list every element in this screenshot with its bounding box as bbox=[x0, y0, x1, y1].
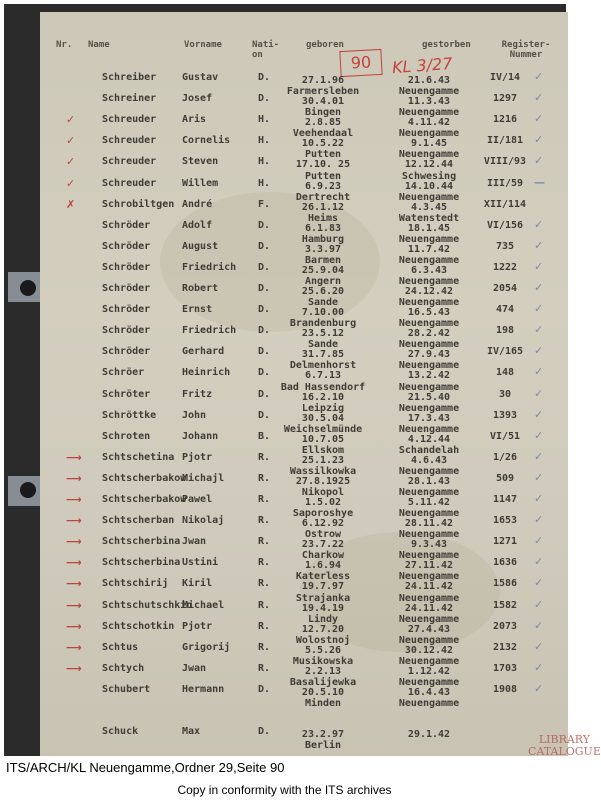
row-death: Neuengamme 16.5.43 bbox=[398, 297, 460, 319]
row-death: Neuengamme 30.12.42 bbox=[398, 634, 460, 656]
row-register-number: 1/26 bbox=[492, 451, 518, 463]
row-nation: R. bbox=[258, 557, 271, 569]
row-birth: Basalijewka 20.5.10 bbox=[289, 676, 357, 698]
row-name: Schröder bbox=[102, 304, 151, 316]
row-name: Schröder bbox=[102, 283, 151, 294]
row-register-number: 1271 bbox=[492, 536, 518, 548]
row-nation: R. bbox=[258, 451, 271, 463]
row-register-number: 1703 bbox=[492, 662, 518, 674]
row-death: Neuengamme 11.7.42 bbox=[398, 233, 460, 255]
row-first-name: Gustav bbox=[182, 72, 219, 83]
row-check-mark: ✓ bbox=[534, 365, 544, 379]
row-birth: Delmenhorst 6.7.13 bbox=[289, 360, 357, 382]
row-check-mark: ✓ bbox=[534, 323, 544, 337]
row-mark: ✓ bbox=[66, 113, 76, 127]
table-row bbox=[40, 530, 568, 551]
row-nation: H. bbox=[258, 135, 271, 147]
row-birth: Veehendaal 10.5.22 bbox=[292, 128, 354, 150]
row-first-name: Michajl bbox=[182, 472, 225, 484]
handwritten-reference: KL 3/27 bbox=[391, 53, 454, 78]
row-name: Schtschetina bbox=[102, 451, 175, 463]
row-check-mark: ✓ bbox=[534, 133, 544, 147]
table-row bbox=[40, 383, 568, 404]
row-birth: Ellskom 25.1.23 bbox=[301, 444, 345, 466]
row-mark: ✓ bbox=[66, 155, 76, 169]
row-birth: Putten 17.10. 25 bbox=[295, 149, 351, 171]
row-nation: R. bbox=[258, 662, 271, 674]
row-birth: Nikopol 1.5.02 bbox=[301, 487, 345, 508]
row-check-mark: ✓ bbox=[534, 639, 544, 653]
row-name: Schuck bbox=[102, 726, 139, 738]
row-name: Schreuder bbox=[102, 156, 157, 168]
row-first-name: Fritz bbox=[182, 388, 213, 400]
row-birth: Sande 7.10.00 bbox=[301, 297, 345, 319]
table-row bbox=[40, 108, 568, 129]
row-name: Schroten bbox=[102, 430, 151, 442]
row-register-number: XII/114 bbox=[483, 198, 527, 210]
table-row bbox=[40, 66, 568, 87]
row-name: Schröder bbox=[102, 346, 151, 358]
row-name: Schtus bbox=[102, 641, 139, 653]
row-check-mark: ✓ bbox=[534, 576, 544, 590]
table-row bbox=[40, 636, 568, 657]
row-check-mark: ✓ bbox=[534, 112, 544, 126]
row-first-name: Adolf bbox=[182, 219, 213, 231]
table-row bbox=[40, 615, 568, 636]
row-birth: 27.1.96 bbox=[301, 75, 345, 86]
row-death: Watenstedt 18.1.45 bbox=[398, 212, 460, 234]
header-geboren: geboren bbox=[306, 40, 344, 50]
header-name: Name bbox=[88, 40, 110, 50]
row-register-number: 198 bbox=[495, 325, 515, 337]
row-death: Neuengamme 28.1.43 bbox=[398, 465, 460, 487]
row-death: Neuengamme 27.4.43 bbox=[398, 613, 460, 635]
row-birth: Berlin bbox=[304, 740, 342, 752]
row-first-name: Ustini bbox=[182, 557, 219, 569]
row-nation: R. bbox=[258, 494, 271, 505]
row-birth: Lindy 12.7.20 bbox=[301, 613, 345, 635]
row-nation: D. bbox=[258, 219, 271, 231]
table-row bbox=[40, 256, 568, 277]
row-mark: ⟶ bbox=[66, 471, 82, 485]
row-name: Schtych bbox=[102, 662, 145, 674]
row-register-number: 474 bbox=[495, 304, 515, 316]
row-register-number: 30 bbox=[498, 388, 512, 400]
row-birth: Wolostnoj 5.5.26 bbox=[295, 634, 351, 656]
row-nation: R. bbox=[258, 578, 271, 590]
row-check-mark: ✓ bbox=[534, 407, 544, 421]
table-row bbox=[40, 193, 568, 214]
row-nation: D. bbox=[258, 261, 271, 273]
row-register-number: 1147 bbox=[492, 494, 518, 505]
row-check-mark: ✓ bbox=[534, 217, 544, 231]
row-mark: ⟶ bbox=[66, 514, 82, 528]
table-row bbox=[40, 340, 568, 361]
row-name: Schtschirij bbox=[102, 578, 169, 590]
row-birth: Brandenburg 23.5.12 bbox=[289, 318, 357, 340]
row-name: Schreuder bbox=[102, 114, 157, 126]
table-row bbox=[40, 509, 568, 530]
row-name: Schtschotkin bbox=[102, 620, 175, 632]
row-death: Schwesing 14.10.44 bbox=[401, 170, 457, 192]
document-page bbox=[40, 12, 601, 758]
row-register-number: 2054 bbox=[492, 283, 518, 294]
row-death: Neuengamme 24.12.42 bbox=[398, 276, 460, 297]
row-nation: H. bbox=[258, 156, 271, 168]
row-death: Neuengamme 28.11.42 bbox=[398, 508, 460, 530]
row-first-name: John bbox=[182, 409, 207, 421]
row-birth: Putten 6.9.23 bbox=[304, 170, 342, 192]
row-mark: ⟶ bbox=[66, 535, 82, 549]
row-register-number: II/181 bbox=[486, 135, 524, 147]
row-nation: D. bbox=[258, 726, 271, 738]
row-birth: Heims 6.1.83 bbox=[304, 212, 342, 234]
row-death: Neuengamme 24.11.42 bbox=[398, 592, 460, 614]
row-register-number: 1222 bbox=[492, 261, 518, 273]
row-check-mark: ✓ bbox=[534, 681, 544, 695]
row-death: Neuengamme 13.2.42 bbox=[398, 360, 460, 382]
row-death: Neuengamme 17.3.43 bbox=[398, 402, 460, 424]
table-row bbox=[40, 277, 568, 298]
row-nation: R. bbox=[258, 599, 271, 611]
header-vorname: Vorname bbox=[184, 40, 222, 50]
header-gestorben: gestorben bbox=[422, 40, 471, 50]
row-first-name: Pawel bbox=[182, 494, 213, 505]
row-first-name: Pjotr bbox=[182, 620, 213, 632]
row-first-name: Johann bbox=[182, 430, 219, 442]
row-name: Schubert bbox=[102, 683, 151, 695]
row-register-number: 1393 bbox=[492, 409, 518, 421]
row-first-name: Hermann bbox=[182, 683, 225, 695]
row-register-number: 509 bbox=[495, 472, 515, 484]
row-name: Schtscherbina bbox=[102, 536, 181, 548]
row-death: Schandelah 4.6.43 bbox=[398, 444, 460, 466]
row-birth: Dertrecht 26.1.12 bbox=[295, 191, 351, 213]
row-birth: Wassilkowka 27.8.1925 bbox=[289, 465, 357, 487]
row-nation: D. bbox=[258, 72, 271, 83]
row-birth: Hamburg 3.3.97 bbox=[301, 233, 345, 255]
row-name: Schröder bbox=[102, 261, 151, 273]
table-row bbox=[40, 425, 568, 446]
row-first-name: Kiril bbox=[182, 578, 213, 590]
row-birth: Minden bbox=[304, 698, 342, 709]
row-birth: Angern 25.6.20 bbox=[301, 276, 345, 297]
row-nation: D. bbox=[258, 283, 271, 294]
row-first-name: Max bbox=[182, 726, 201, 738]
row-check-mark: ✓ bbox=[534, 470, 544, 484]
row-nation: R. bbox=[258, 472, 271, 484]
table-row bbox=[40, 150, 568, 171]
row-birth: Bingen 2.8.85 bbox=[304, 107, 342, 129]
row-register-number: 2073 bbox=[492, 620, 518, 632]
table-row bbox=[40, 319, 568, 340]
punch-hole-lower bbox=[20, 482, 36, 498]
row-mark: ⟶ bbox=[66, 640, 82, 654]
row-death: Neuengamme 12.12.44 bbox=[398, 149, 460, 171]
row-check-mark: — bbox=[534, 175, 545, 189]
row-first-name: Friedrich bbox=[182, 261, 237, 273]
row-name: Schröder bbox=[102, 219, 151, 231]
row-mark: ⟶ bbox=[66, 598, 82, 612]
row-mark: ⟶ bbox=[66, 556, 82, 570]
row-first-name: Nikolaj bbox=[182, 515, 225, 527]
row-name: Schröter bbox=[102, 388, 151, 400]
row-birth: Farmersleben 30.4.01 bbox=[286, 86, 360, 108]
row-register-number: 1636 bbox=[492, 557, 518, 569]
row-name: Schtscherban bbox=[102, 515, 175, 527]
header-nr: Nr. bbox=[56, 40, 73, 50]
row-nation: R. bbox=[258, 515, 271, 527]
row-first-name: Steven bbox=[182, 156, 219, 168]
row-birth: 23.2.97 bbox=[301, 729, 345, 741]
table-row bbox=[40, 551, 568, 572]
row-death: 29.1.42 bbox=[407, 729, 451, 741]
row-register-number: IV/14 bbox=[489, 72, 521, 83]
row-first-name: Ernst bbox=[182, 304, 213, 316]
row-check-mark: ✓ bbox=[534, 91, 544, 105]
row-check-mark: ✓ bbox=[534, 386, 544, 400]
row-nation: D. bbox=[258, 367, 271, 379]
row-check-mark: ✓ bbox=[534, 534, 544, 548]
row-death: Neuengamme 4.3.45 bbox=[398, 191, 460, 213]
row-register-number: 2132 bbox=[492, 641, 518, 653]
row-nation: D. bbox=[258, 304, 271, 316]
row-check-mark: ✓ bbox=[534, 238, 544, 252]
row-nation: D. bbox=[258, 683, 271, 695]
row-death: Neuengamme 11.3.43 bbox=[398, 86, 460, 108]
table-row bbox=[40, 446, 568, 467]
header-register: Register- Nummer bbox=[501, 40, 551, 60]
row-nation: D. bbox=[258, 346, 271, 358]
row-mark: ⟶ bbox=[66, 661, 82, 675]
row-mark: ⟶ bbox=[66, 577, 82, 591]
row-register-number: 735 bbox=[495, 240, 515, 252]
row-first-name: Heinrich bbox=[182, 367, 231, 379]
table-row bbox=[40, 467, 568, 488]
row-nation: D. bbox=[258, 409, 271, 421]
row-register-number: VI/156 bbox=[486, 219, 524, 231]
row-first-name: Michael bbox=[182, 599, 225, 611]
row-name: Schtscherbakow bbox=[102, 494, 187, 505]
row-death: Neuengamme 24.11.42 bbox=[398, 571, 460, 593]
row-check-mark: ✓ bbox=[534, 259, 544, 273]
row-name: Schrobiltgen bbox=[102, 198, 175, 210]
row-death: Neuengamme 21.5.40 bbox=[398, 381, 460, 403]
table-row bbox=[40, 172, 568, 193]
row-nation: R. bbox=[258, 641, 271, 653]
row-check-mark: ✓ bbox=[534, 154, 544, 168]
row-birth: Bad Hassendorf 16.2.10 bbox=[280, 381, 366, 403]
row-first-name: Friedrich bbox=[182, 325, 237, 337]
row-name: Schtschutschkin bbox=[102, 599, 193, 611]
row-register-number: 1653 bbox=[492, 515, 518, 527]
row-check-mark: ✓ bbox=[534, 492, 544, 505]
row-name: Schröer bbox=[102, 367, 145, 379]
row-name: Schtscherbakow bbox=[102, 472, 187, 484]
row-check-mark: ✓ bbox=[534, 428, 544, 442]
row-nation: H. bbox=[258, 114, 271, 126]
row-register-number: III/59 bbox=[486, 177, 524, 189]
row-death: Neuengamme 6.3.43 bbox=[398, 254, 460, 276]
row-name: Schreuder bbox=[102, 135, 157, 147]
row-death: Neuengamme 9.1.45 bbox=[398, 128, 460, 150]
row-birth: Musikowska 2.2.13 bbox=[292, 655, 354, 677]
archive-source-caption: ITS/ARCH/KL Neuengamme,Ordner 29,Seite 90 bbox=[6, 760, 285, 775]
row-nation: D. bbox=[258, 325, 271, 337]
page-number-stamp: 90 bbox=[339, 49, 382, 77]
row-name: Schröttke bbox=[102, 409, 157, 421]
row-first-name: Jwan bbox=[182, 662, 207, 674]
row-check-mark: ✓ bbox=[534, 618, 544, 632]
row-check-mark: ✓ bbox=[534, 344, 544, 358]
row-birth: Ostrow 23.7.22 bbox=[301, 529, 345, 551]
row-nation: R. bbox=[258, 536, 271, 548]
row-death: Neuengamme 1.12.42 bbox=[398, 655, 460, 677]
row-check-mark: ✓ bbox=[534, 513, 544, 527]
row-birth: Barmen 25.9.04 bbox=[301, 254, 345, 276]
row-nation: R. bbox=[258, 620, 271, 632]
table-row bbox=[40, 235, 568, 256]
row-register-number: 1582 bbox=[492, 599, 518, 611]
table-row bbox=[40, 699, 568, 720]
row-first-name: Josef bbox=[182, 93, 213, 105]
table-row bbox=[40, 298, 568, 319]
row-birth: Weichselmünde 10.7.05 bbox=[283, 423, 363, 445]
row-mark: ⟶ bbox=[66, 619, 82, 633]
row-death: Neuengamme 4.11.42 bbox=[398, 107, 460, 129]
row-check-mark: ✓ bbox=[534, 660, 544, 674]
row-name: Schröder bbox=[102, 240, 151, 252]
row-nation: F. bbox=[258, 198, 271, 210]
row-birth: Sande 31.7.85 bbox=[301, 339, 345, 361]
row-name: Schreuder bbox=[102, 177, 157, 189]
row-check-mark: ✓ bbox=[534, 70, 544, 83]
row-name: Schröder bbox=[102, 325, 151, 337]
row-nation: D. bbox=[258, 240, 271, 252]
table-row bbox=[40, 488, 568, 509]
row-register-number: VI/51 bbox=[489, 430, 521, 442]
row-register-number: 1586 bbox=[492, 578, 518, 590]
row-first-name: Cornelis bbox=[182, 135, 231, 147]
row-mark: ✓ bbox=[66, 176, 76, 190]
row-death: 21.6.43 bbox=[407, 75, 451, 86]
row-nation: D. bbox=[258, 93, 271, 105]
row-first-name: Jwan bbox=[182, 536, 207, 548]
row-name: Schreiber bbox=[102, 72, 157, 83]
row-death: Neuengamme 5.11.42 bbox=[398, 487, 460, 508]
row-first-name: August bbox=[182, 240, 219, 252]
table-row bbox=[40, 87, 568, 108]
row-death: Neuengamme 27.9.43 bbox=[398, 339, 460, 361]
row-death: Neuengamme 27.11.42 bbox=[398, 550, 460, 572]
table-row bbox=[40, 129, 568, 150]
scanned-document bbox=[4, 4, 601, 758]
row-first-name: Gerhard bbox=[182, 346, 225, 358]
row-name: Schreiner bbox=[102, 93, 157, 105]
table-row bbox=[40, 214, 568, 235]
row-death: Neuengamme 9.3.43 bbox=[398, 529, 460, 551]
row-death: Neuengamme 4.12.44 bbox=[398, 423, 460, 445]
row-check-mark: ✓ bbox=[534, 597, 544, 611]
row-mark: ⟶ bbox=[66, 493, 82, 506]
row-first-name: Aris bbox=[182, 114, 207, 126]
row-first-name: Grigorij bbox=[182, 641, 231, 653]
row-first-name: Willem bbox=[182, 177, 219, 189]
conformity-caption: Copy in conformity with the ITS archives bbox=[177, 783, 392, 797]
row-death: Neuengamme 28.2.42 bbox=[398, 318, 460, 340]
row-death: Neuengamme bbox=[398, 698, 460, 709]
row-check-mark: ✓ bbox=[534, 555, 544, 569]
table-row bbox=[40, 404, 568, 425]
row-nation: B. bbox=[258, 430, 271, 442]
row-first-name: André bbox=[182, 198, 213, 210]
library-catalogue-stamp: LIBRARY CATALOGUE bbox=[528, 733, 601, 758]
row-mark: ✗ bbox=[66, 197, 76, 211]
table-row bbox=[40, 720, 568, 741]
row-nation: H. bbox=[258, 177, 271, 189]
row-first-name: Pjotr bbox=[182, 451, 213, 463]
row-register-number: IV/165 bbox=[486, 346, 524, 358]
row-register-number: 1297 bbox=[492, 93, 518, 105]
row-mark: ⟶ bbox=[66, 450, 82, 464]
table-row bbox=[40, 594, 568, 615]
row-check-mark: ✓ bbox=[534, 302, 544, 316]
row-register-number: 148 bbox=[495, 367, 515, 379]
table-row bbox=[40, 657, 568, 678]
table-row bbox=[40, 572, 568, 593]
row-register-number: VIII/93 bbox=[483, 156, 527, 168]
table-row bbox=[40, 678, 568, 699]
row-birth: Katerless 19.7.97 bbox=[295, 571, 351, 593]
row-mark: ✓ bbox=[66, 134, 76, 148]
row-register-number: 1216 bbox=[492, 114, 518, 126]
row-birth: Strajanka 19.4.19 bbox=[295, 592, 351, 614]
row-birth: Leipzig 30.5.04 bbox=[301, 402, 345, 424]
punch-hole-upper bbox=[20, 280, 36, 296]
row-check-mark: ✓ bbox=[534, 281, 544, 294]
row-nation: D. bbox=[258, 388, 271, 400]
row-check-mark: ✓ bbox=[534, 449, 544, 463]
row-birth: Charkow 1.6.94 bbox=[301, 550, 345, 572]
row-death: Neuengamme 16.4.43 bbox=[398, 676, 460, 698]
row-first-name: Robert bbox=[182, 283, 219, 294]
row-birth: Saporoshye 6.12.92 bbox=[292, 508, 354, 530]
row-name: Schtscherbina bbox=[102, 557, 181, 569]
table-row bbox=[40, 361, 568, 382]
header-nation: Nati- on bbox=[252, 40, 280, 60]
row-register-number: 1908 bbox=[492, 683, 518, 695]
